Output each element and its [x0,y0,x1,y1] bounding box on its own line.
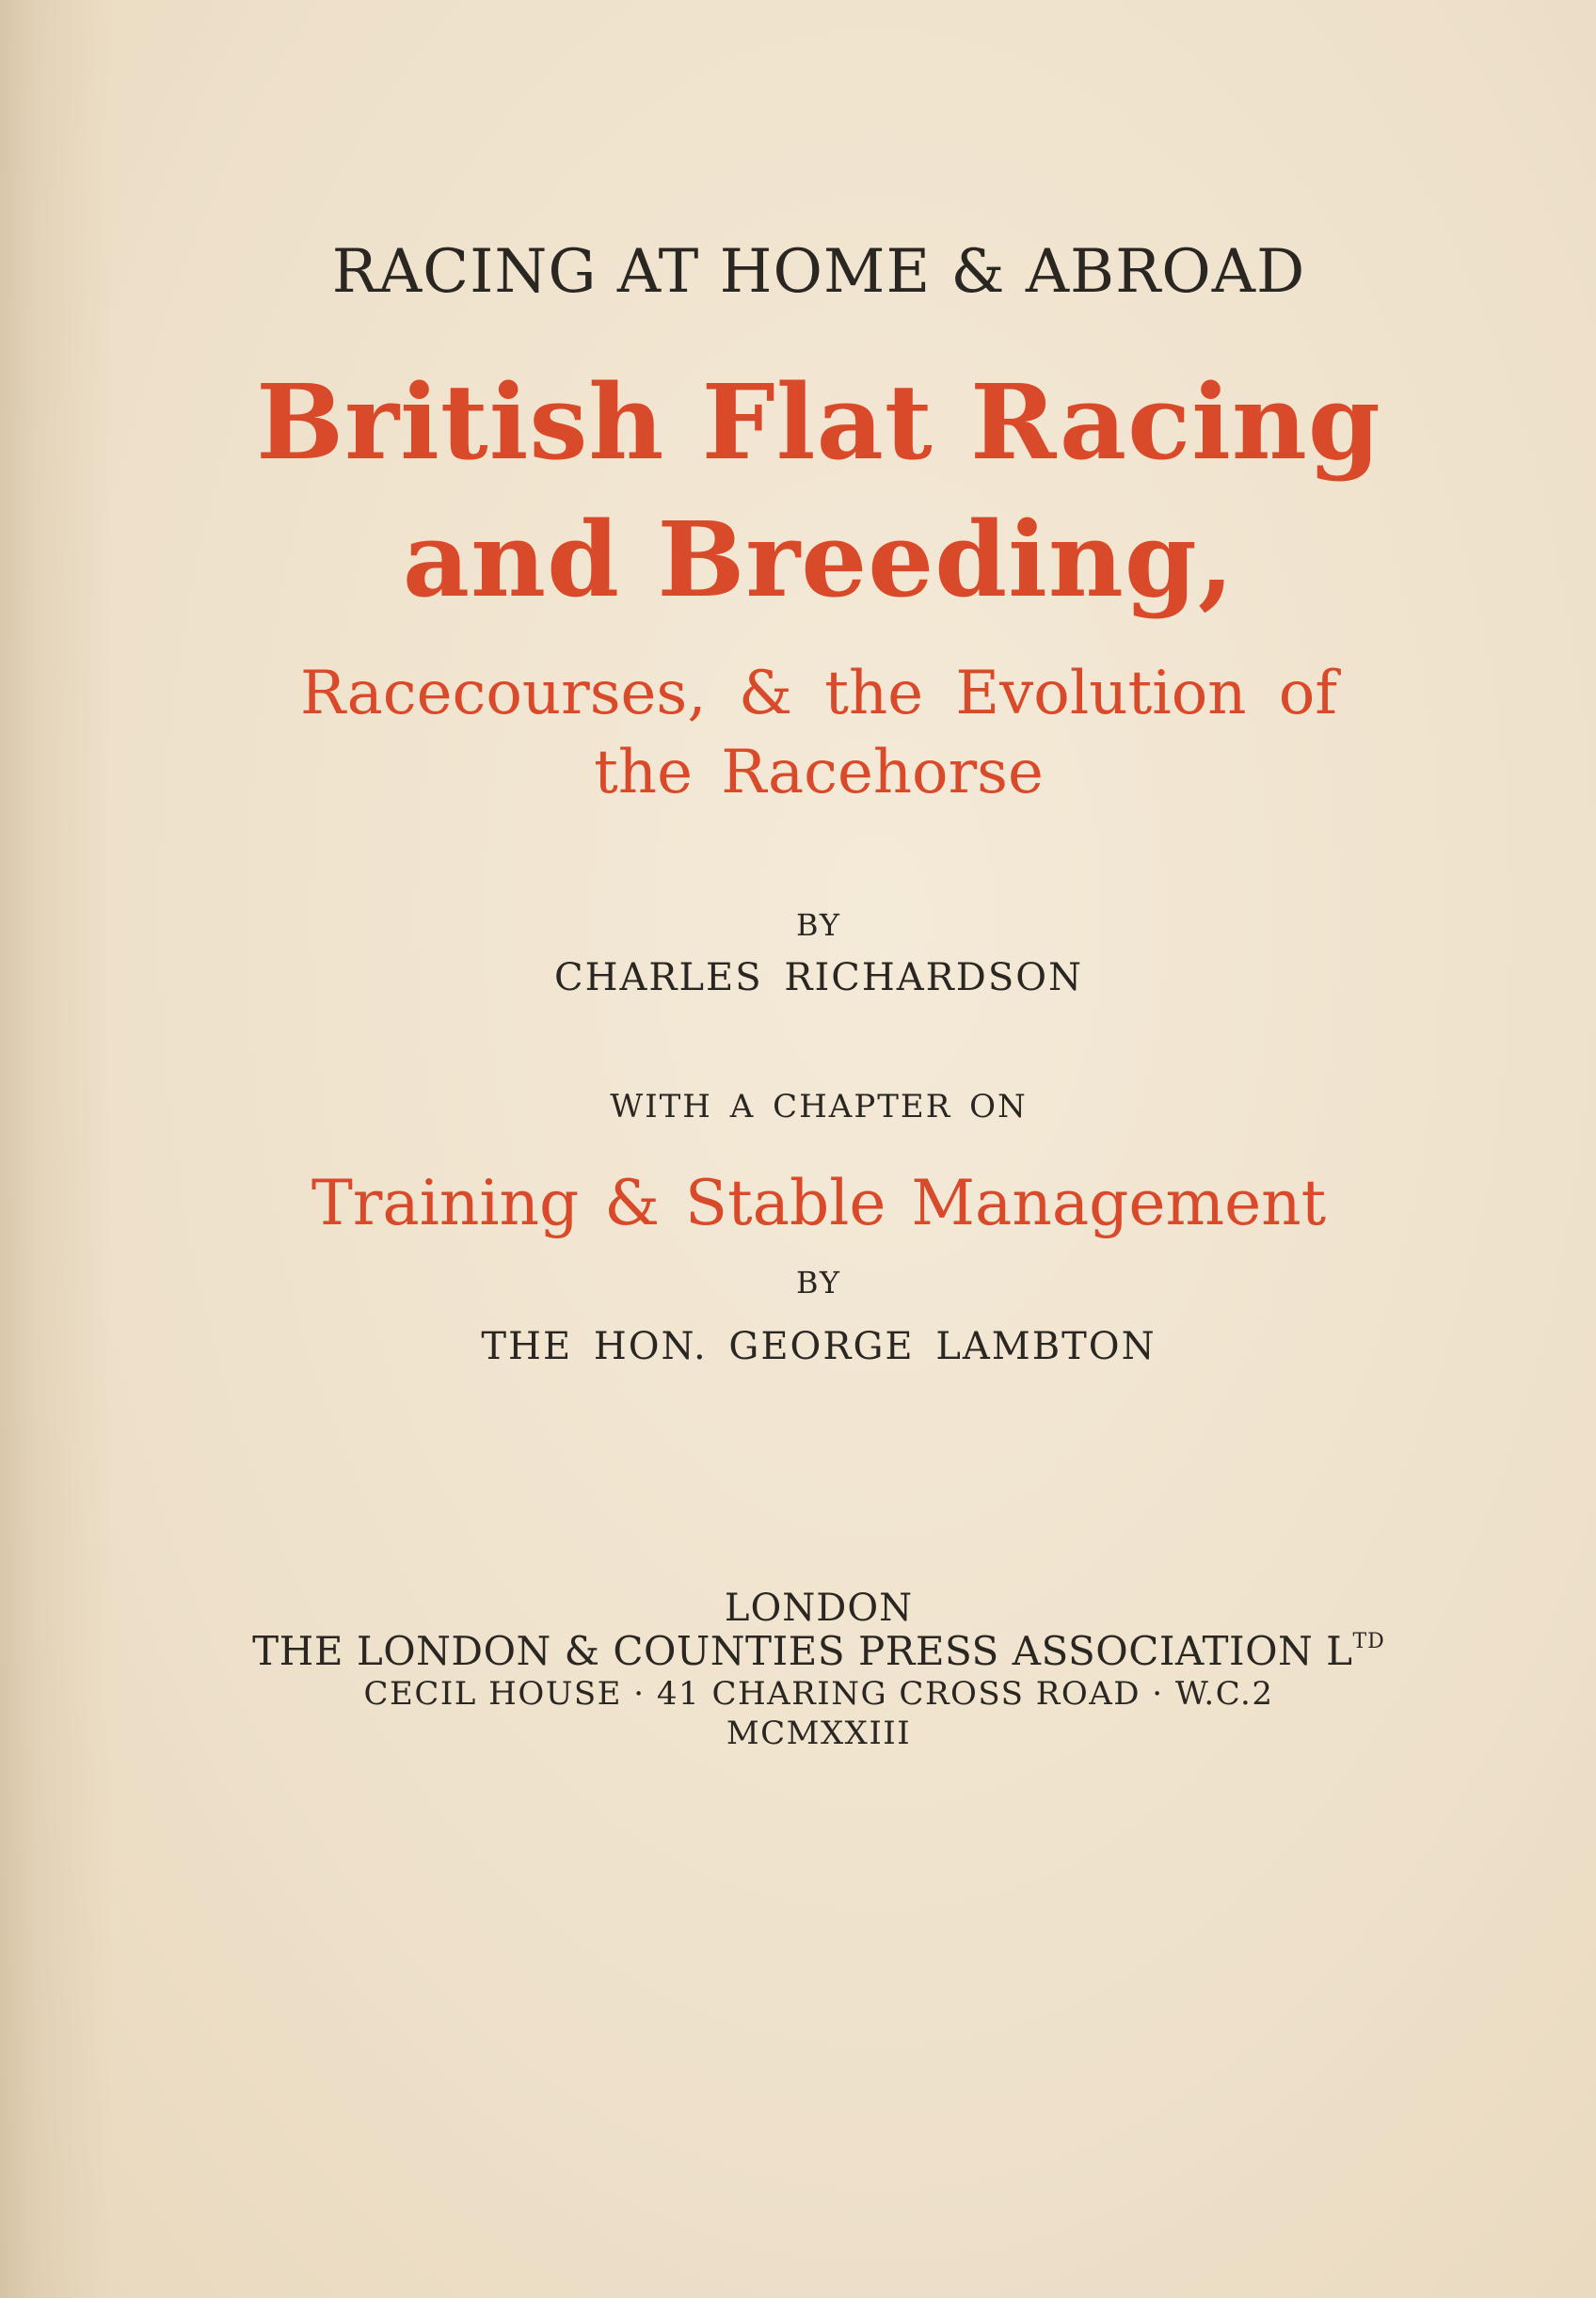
imprint-publisher [0,1628,1596,1674]
book-title-line-2: and Breeding, [402,499,1236,620]
author-name-1: CHARLES RICHARDSON [553,956,1084,999]
author-name-2: THE HON. GEORGE LAMBTON [481,1325,1157,1368]
series-title: RACING AT HOME & ABROAD [331,237,1306,307]
subtitle-line-2: the Racehorse [594,738,1044,807]
by-label-1: BY [795,907,842,943]
imprint-publisher-name: THE LONDON & COUNTIES PRESS ASSOCIATION L [252,1628,1353,1674]
by-label-2: BY [795,1265,842,1301]
subtitle-line-1: Racecourses, & the Evolution of [299,659,1338,728]
imprint-year: MCMXXIII [726,1715,912,1752]
imprint-city: LONDON [724,1587,914,1630]
chapter-intro: WITH A CHAPTER ON [610,1088,1028,1125]
chapter-title: Training & Stable Management [311,1167,1327,1239]
imprint-publisher-suffix: TD [1352,1630,1385,1653]
book-title-line-1: British Flat Racing [256,361,1381,483]
imprint-address: CECIL HOUSE · 41 CHARING CROSS ROAD · W.C.2 [363,1675,1274,1713]
